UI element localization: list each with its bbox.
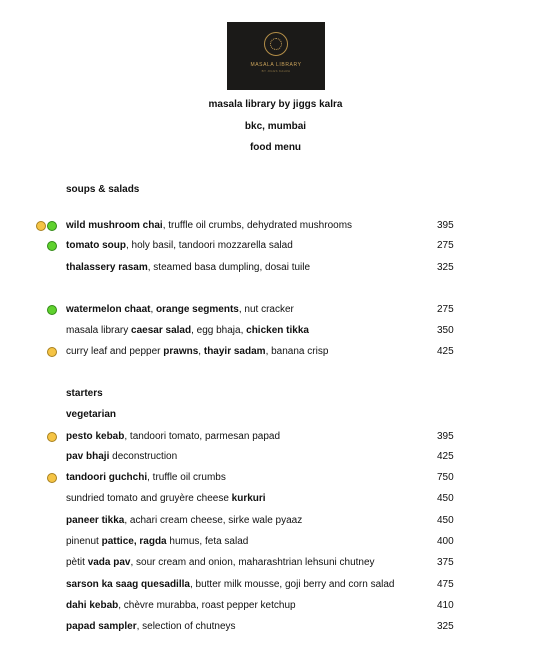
dish-description (66, 346, 328, 357)
dish-description (66, 621, 236, 632)
dish-name: chicken tikka (246, 325, 309, 336)
green-dot-icon (47, 305, 57, 315)
dish-detail: curry leaf and pepper (66, 346, 164, 357)
dish-description (66, 536, 248, 547)
dish-name: tomato soup (66, 240, 126, 251)
dish-price: 450 (437, 493, 454, 504)
dish-detail: pinenut (66, 536, 102, 547)
dish-detail: , (198, 346, 204, 357)
dish-name: prawns (163, 346, 199, 357)
dish-price: 275 (437, 304, 454, 315)
menu-item-row (0, 493, 551, 507)
dish-description (66, 431, 280, 442)
dish-description (66, 579, 395, 590)
menu-item-row (0, 240, 551, 254)
dish-name: sarson ka saag quesadilla (66, 579, 190, 590)
yellow-dot-icon (47, 347, 57, 357)
dish-price: 410 (437, 600, 454, 611)
dish-detail: , sour cream and onion, maharashtrian lehsuni chutney (130, 557, 375, 568)
dish-name: thayir sadam (203, 346, 266, 357)
menu-item-row (0, 304, 551, 318)
dish-detail: humus, feta salad (166, 536, 249, 547)
menu-item-row (0, 262, 551, 276)
dish-price: 325 (437, 621, 454, 632)
dish-price: 400 (437, 536, 454, 547)
dish-detail: , truffle oil crumbs, dehydrated mushrooms (162, 220, 353, 231)
dish-description (66, 262, 310, 273)
dish-price: 750 (437, 472, 454, 483)
dish-detail: , steamed basa dumpling, dosai tuile (147, 262, 311, 273)
dish-detail: sundried tomato and gruyère cheese (66, 493, 232, 504)
dish-description (66, 220, 352, 231)
dish-price: 395 (437, 220, 454, 231)
menu-item-row (0, 325, 551, 339)
dish-description (66, 325, 309, 336)
menu-item-row (0, 451, 551, 465)
dish-name: pattice, ragda (101, 536, 167, 547)
dish-name: papad sampler (66, 621, 137, 632)
dish-name: pav bhaji (66, 451, 110, 462)
dish-name: watermelon chaat (66, 304, 151, 315)
dish-description (66, 600, 296, 611)
section-soups-salads: soups & salads (66, 184, 140, 195)
yellow-dot-icon (47, 432, 57, 442)
dish-description (66, 472, 226, 483)
dish-description (66, 557, 375, 568)
restaurant-logo (227, 22, 325, 90)
dish-detail: , egg bhaja, (191, 325, 247, 336)
menu-item-row (0, 220, 551, 234)
dish-detail: masala library (66, 325, 132, 336)
menu-item-row (0, 600, 551, 614)
menu-item-row (0, 431, 551, 445)
logo-emblem-icon (264, 32, 288, 56)
dish-detail: , banana crisp (265, 346, 329, 357)
dish-name: paneer tikka (66, 515, 125, 526)
dish-detail: , chèvre murabba, roast pepper ketchup (118, 600, 296, 611)
dish-price: 395 (437, 431, 454, 442)
dish-detail: , selection of chutneys (136, 621, 236, 632)
section-vegetarian: vegetarian (66, 409, 117, 420)
dish-name: tandoori guchchi (66, 472, 148, 483)
menu-item-row (0, 579, 551, 593)
restaurant-location: bkc, mumbai (244, 121, 307, 132)
dish-price: 350 (437, 325, 454, 336)
dish-price: 425 (437, 346, 454, 357)
dish-detail: pètit (66, 557, 88, 568)
dish-name: wild mushroom chai (66, 220, 163, 231)
dish-name: caesar salad (131, 325, 192, 336)
dish-price: 475 (437, 579, 454, 590)
restaurant-name: masala library by jiggs kalra (208, 99, 343, 110)
dish-detail: , truffle oil crumbs (147, 472, 226, 483)
yellow-dot-icon (36, 221, 46, 231)
menu-title: food menu (249, 142, 302, 153)
dish-detail: deconstruction (109, 451, 178, 462)
dish-detail: , achari cream cheese, sirke wale pyaaz (124, 515, 303, 526)
dish-detail: , nut cracker (238, 304, 294, 315)
dish-description (66, 493, 266, 504)
section-starters: starters (66, 388, 103, 399)
dish-description (66, 304, 294, 315)
green-dot-icon (47, 241, 57, 251)
dish-description (66, 240, 293, 251)
dish-price: 325 (437, 262, 454, 273)
dish-description (66, 515, 302, 526)
dish-detail: , tandoori tomato, parmesan papad (124, 431, 281, 442)
dish-name: thalassery rasam (66, 262, 148, 273)
dish-price: 425 (437, 451, 454, 462)
dish-price: 450 (437, 515, 454, 526)
dish-name: dahi kebab (66, 600, 119, 611)
menu-item-row (0, 346, 551, 360)
dish-price: 375 (437, 557, 454, 568)
dish-detail: , holy basil, tandoori mozzarella salad (126, 240, 293, 251)
menu-item-row (0, 557, 551, 571)
dish-name: vada pav (87, 557, 131, 568)
menu-item-row (0, 621, 551, 635)
dish-price: 275 (437, 240, 454, 251)
dish-name: orange segments (156, 304, 239, 315)
dish-detail: , (150, 304, 157, 315)
logo-subtitle: BY JIGGS KALRA (261, 69, 291, 73)
dish-description (66, 451, 177, 462)
logo-title: MASALA LIBRARY (250, 62, 302, 68)
dish-name: kurkuri (231, 493, 266, 504)
green-dot-icon (47, 221, 57, 231)
menu-item-row (0, 515, 551, 529)
menu-item-row (0, 472, 551, 486)
yellow-dot-icon (47, 473, 57, 483)
menu-item-row (0, 536, 551, 550)
dish-detail: , butter milk mousse, goji berry and corn salad (189, 579, 395, 590)
dish-name: pesto kebab (66, 431, 125, 442)
